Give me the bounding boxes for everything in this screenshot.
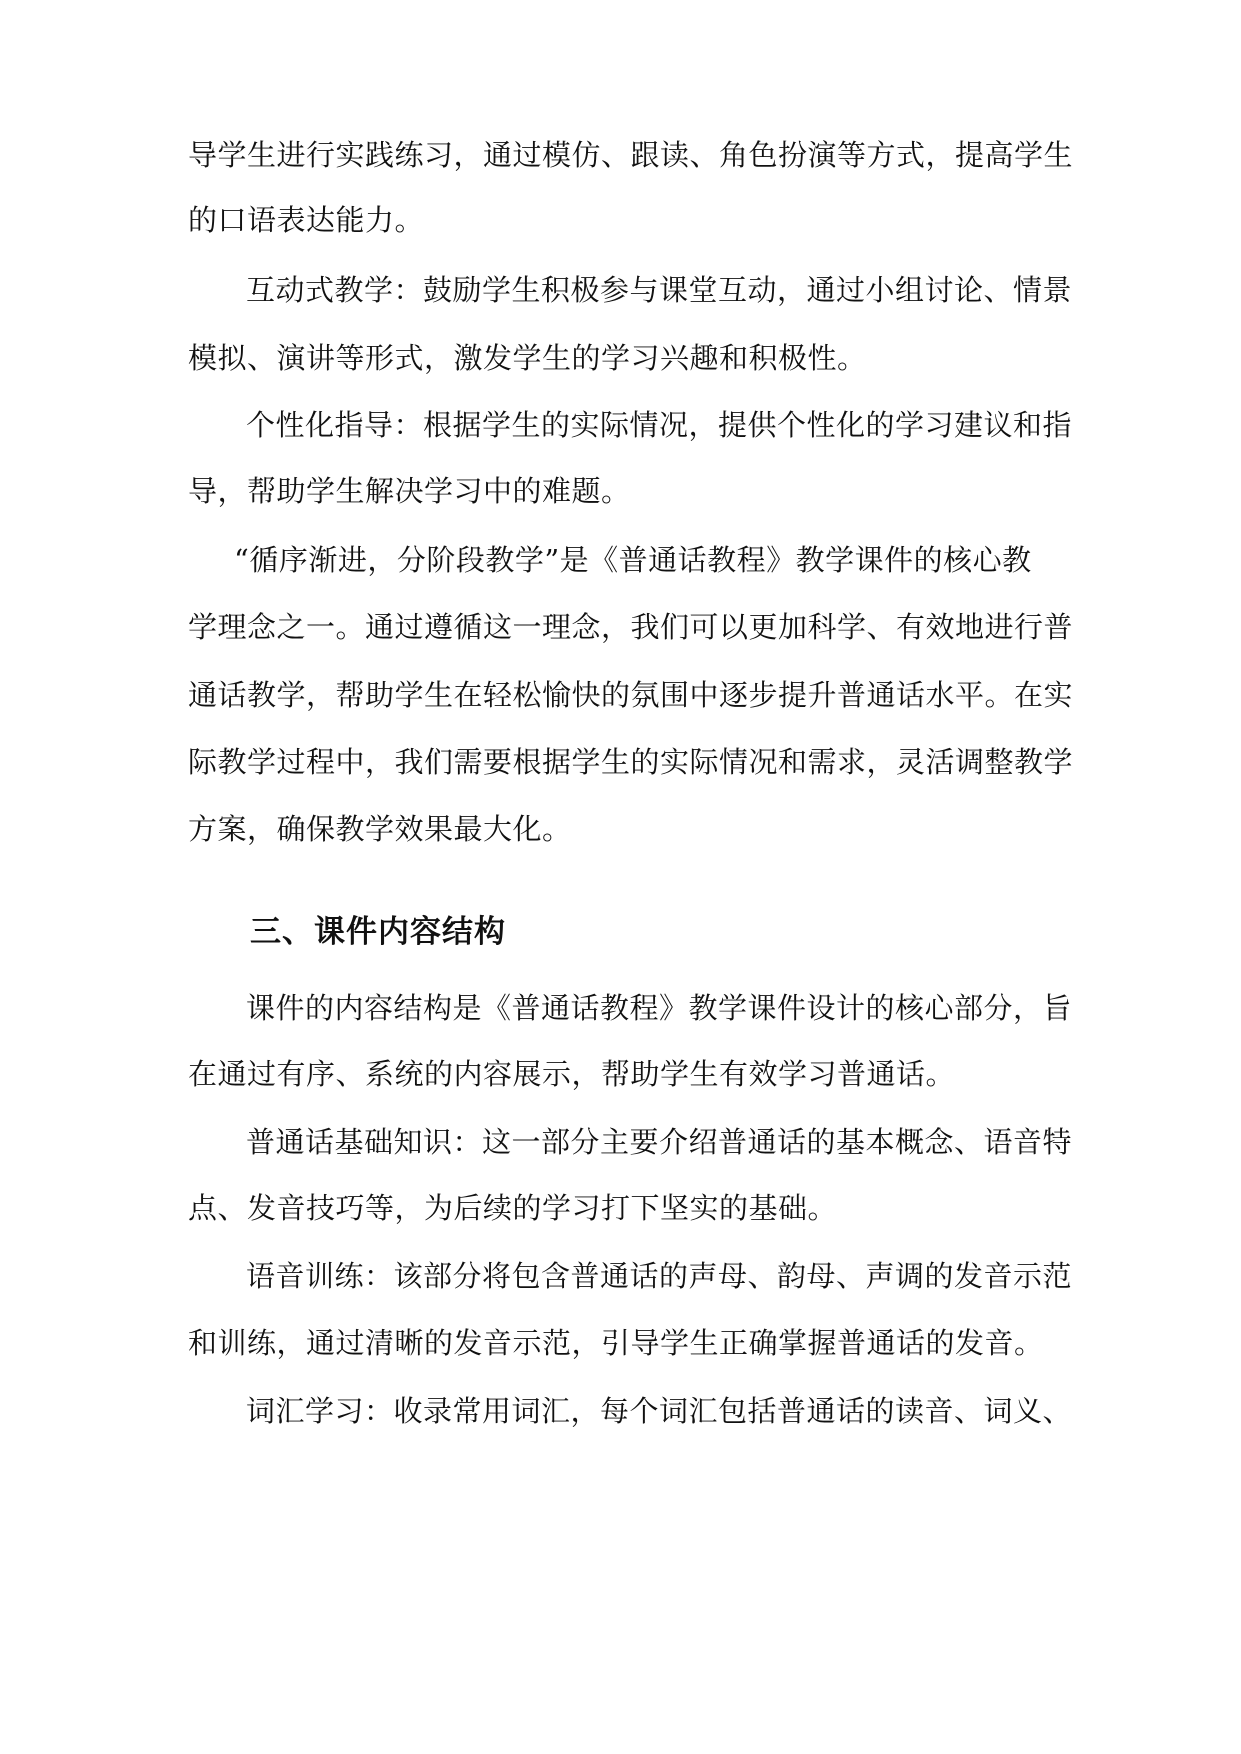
body-line: 在通过有序、系统的内容展示，帮助学生有效学习普通话。 (188, 1057, 956, 1091)
body-line: 通话教学，帮助学生在轻松愉快的氛围中逐步提升普通话水平。在实 (188, 678, 1074, 712)
paragraph-teaching-principle: “循序渐进，分阶段教学”是《普通话教程》教学课件的核心教 (234, 543, 1032, 577)
paragraph-personalized-guidance: 个性化指导：根据学生的实际情况，提供个性化的学习建议和指 (246, 408, 1073, 442)
paragraph-pronunciation-training: 语音训练：该部分将包含普通话的声母、韵母、声调的发音示范 (246, 1259, 1073, 1293)
body-line: 的口语表达能力。 (188, 203, 425, 237)
paragraph-basic-knowledge: 普通话基础知识：这一部分主要介绍普通话的基本概念、语音特 (246, 1125, 1073, 1159)
body-line: 学理念之一。通过遵循这一理念，我们可以更加科学、有效地进行普 (188, 610, 1074, 644)
body-line: 导学生进行实践练习，通过模仿、跟读、角色扮演等方式，提高学生 (188, 138, 1074, 172)
body-line: 际教学过程中，我们需要根据学生的实际情况和需求，灵活调整教学 (188, 745, 1074, 779)
paragraph-vocabulary: 词汇学习：收录常用词汇，每个词汇包括普通话的读音、词义、 (246, 1394, 1073, 1428)
section-heading: 三、课件内容结构 (250, 914, 506, 950)
body-line: 模拟、演讲等形式，激发学生的学习兴趣和积极性。 (188, 341, 867, 375)
body-line: 方案，确保教学效果最大化。 (188, 812, 572, 846)
body-line: 和训练，通过清晰的发音示范，引导学生正确掌握普通话的发音。 (188, 1326, 1044, 1360)
paragraph-interactive-teaching: 互动式教学：鼓励学生积极参与课堂互动，通过小组讨论、情景 (246, 273, 1073, 307)
body-line: 导，帮助学生解决学习中的难题。 (188, 474, 631, 508)
body-line: 点、发音技巧等，为后续的学习打下坚实的基础。 (188, 1191, 838, 1225)
paragraph-content-structure: 课件的内容结构是《普通话教程》教学课件设计的核心部分，旨 (246, 991, 1073, 1025)
